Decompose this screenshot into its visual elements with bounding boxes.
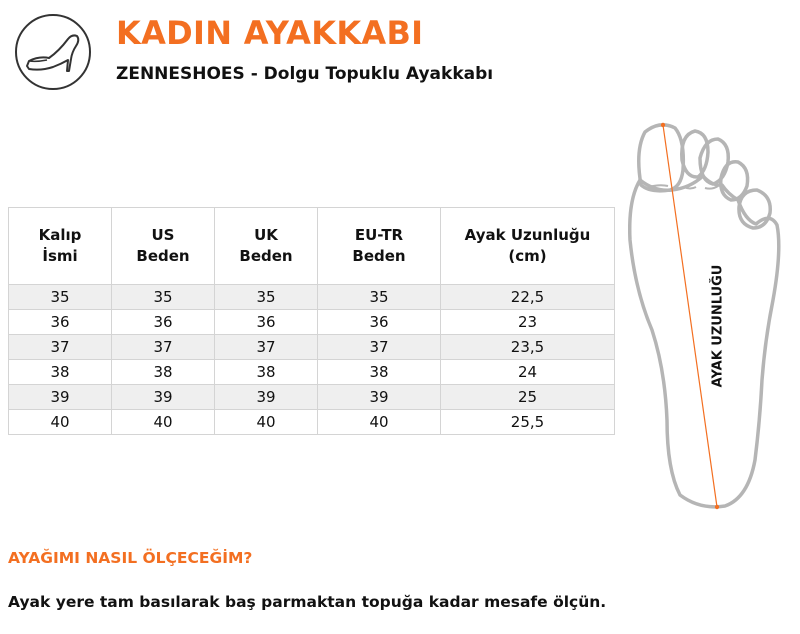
table-cell: 22,5 (441, 285, 615, 310)
table-cell: 37 (112, 335, 215, 360)
table-cell: 38 (318, 360, 441, 385)
table-cell: 40 (112, 410, 215, 435)
table-cell: 23 (441, 310, 615, 335)
shoe-logo (15, 14, 91, 90)
table-cell: 40 (318, 410, 441, 435)
table-cell: 25 (441, 385, 615, 410)
table-cell: 38 (112, 360, 215, 385)
table-row (9, 410, 615, 435)
page-title: KADIN AYAKKABI (116, 14, 424, 52)
table-row (9, 360, 615, 385)
column-header: US Beden (112, 208, 215, 285)
table-cell: 24 (441, 360, 615, 385)
table-cell: 39 (9, 385, 112, 410)
table-cell: 36 (112, 310, 215, 335)
column-header: Ayak Uzunluğu (cm) (441, 208, 615, 285)
table-cell: 36 (215, 310, 318, 335)
sole-outline (630, 176, 779, 507)
high-heel-shoe-icon (17, 16, 89, 88)
table-cell: 40 (215, 410, 318, 435)
table-row (9, 310, 615, 335)
table-cell: 39 (112, 385, 215, 410)
howto-title: AYAĞIMI NASIL ÖLÇECEĞİM? (8, 549, 253, 567)
table-cell: 39 (215, 385, 318, 410)
foot-length-label: AYAK UZUNLUĞU (710, 264, 726, 388)
table-cell: 38 (215, 360, 318, 385)
table-cell: 36 (318, 310, 441, 335)
table-cell: 40 (9, 410, 112, 435)
big-toe (639, 125, 684, 191)
size-chart-table (8, 207, 615, 435)
table-header-row (9, 208, 615, 285)
page-subtitle: ZENNESHOES - Dolgu Topuklu Ayakkabı (116, 64, 494, 84)
table-cell: 37 (215, 335, 318, 360)
table-cell: 37 (9, 335, 112, 360)
table-cell: 35 (9, 285, 112, 310)
column-header: Kalıp İsmi (9, 208, 112, 285)
second-toe (682, 131, 708, 177)
table-cell: 35 (215, 285, 318, 310)
measure-start-dot (661, 123, 665, 127)
table-row (9, 285, 615, 310)
table-cell: 35 (112, 285, 215, 310)
table-cell: 39 (318, 385, 441, 410)
column-header: EU-TR Beden (318, 208, 441, 285)
measure-end-dot (715, 505, 719, 509)
table-cell: 36 (9, 310, 112, 335)
table-row (9, 335, 615, 360)
table-cell: 38 (9, 360, 112, 385)
howto-text: Ayak yere tam basılarak baş parmaktan topuğa kadar mesafe ölçün. (8, 593, 607, 611)
column-header: UK Beden (215, 208, 318, 285)
table-cell: 23,5 (441, 335, 615, 360)
table-cell: 35 (318, 285, 441, 310)
table-cell: 25,5 (441, 410, 615, 435)
table-cell: 37 (318, 335, 441, 360)
table-row (9, 385, 615, 410)
foot-outline-icon (628, 118, 788, 518)
